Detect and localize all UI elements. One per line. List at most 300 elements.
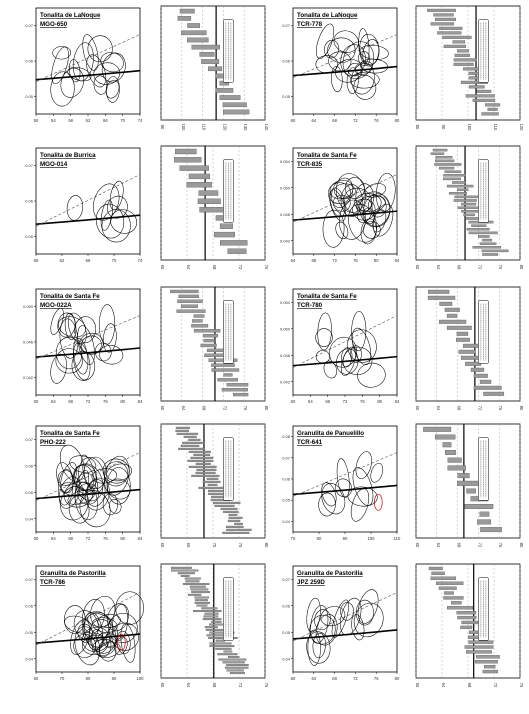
age-bar (197, 469, 217, 471)
weighted-mean-plot (415, 287, 524, 411)
age-bar (454, 59, 476, 62)
age-bar (437, 32, 461, 35)
y-tick-label: 0.06 (282, 58, 290, 64)
age-bar (229, 514, 237, 516)
age-bar (480, 527, 501, 532)
x-tick-label: 120 (222, 123, 228, 131)
sample-id: JPZ 259D (297, 579, 325, 586)
age-bar (175, 149, 196, 154)
panel-title: Tonalita de Burrica (40, 152, 96, 159)
age-bar (203, 618, 221, 620)
concordia-plot (23, 289, 143, 404)
age-bar (200, 207, 227, 212)
sample-id: PHO-222 (40, 439, 66, 446)
age-bar (469, 641, 494, 644)
x-tick-label: 68 (467, 682, 472, 688)
x-tick-label: 110 (201, 123, 207, 131)
x-tick-label: 68 (456, 264, 462, 270)
age-bar (196, 463, 211, 465)
x-tick-label: 72 (222, 405, 228, 411)
age-bar (224, 373, 233, 376)
age-bar (461, 210, 479, 212)
y-tick-label: 0.05 (282, 93, 290, 99)
age-bar (191, 589, 208, 591)
x-tick-label: 76 (373, 118, 379, 123)
y-tick-label: 0.04 (282, 656, 290, 662)
age-bar (471, 225, 486, 227)
age-bar (423, 427, 451, 432)
age-bar (463, 344, 479, 348)
x-tick-label: 54 (50, 118, 56, 123)
age-bar (197, 605, 208, 607)
y-tick-label: 0.05 (25, 233, 33, 239)
age-bar (228, 520, 240, 522)
age-bar (442, 36, 471, 39)
x-tick-label: 64 (290, 258, 296, 263)
age-bar (195, 602, 210, 604)
age-bar (439, 320, 466, 324)
concordia-plot (282, 566, 400, 681)
age-bar (457, 189, 468, 191)
age-bar (485, 104, 500, 107)
age-bar (227, 670, 244, 672)
age-bar (465, 504, 493, 509)
x-tick-label: 76 (373, 676, 379, 681)
sample-id: TCR-835 (297, 161, 323, 168)
sample-id: MGO-650 (40, 21, 68, 28)
age-bar (483, 670, 498, 673)
age-bar (473, 246, 501, 248)
age-bar (208, 490, 223, 492)
age-bar (229, 517, 243, 519)
age-bar (187, 38, 208, 42)
concordia-plot (282, 8, 400, 123)
age-bar (230, 672, 245, 674)
age-bar (233, 393, 248, 396)
sample-id: TCR-778 (297, 21, 323, 28)
y-tick-label: 0.042 (279, 238, 290, 244)
age-bar (448, 458, 462, 463)
x-tick-label: 66 (102, 118, 108, 123)
x-tick-label: 76 (264, 682, 269, 688)
y-tick-label: 0.07 (25, 163, 33, 169)
x-tick-label: 80 (120, 536, 126, 541)
age-bar (177, 310, 206, 313)
age-bar (226, 526, 243, 528)
x-tick-label: 72 (238, 682, 243, 688)
panel-title: Tonalita de Santa Fe (40, 430, 100, 437)
panel-title: Tonalita de LaNoque (297, 12, 358, 19)
age-bar (180, 166, 209, 171)
age-bar (459, 350, 476, 354)
x-tick-label: 60 (415, 405, 420, 411)
concordia-plot (25, 148, 143, 263)
y-tick-label: 0.04 (25, 516, 33, 522)
y-tick-label: 0.050 (279, 185, 290, 191)
age-bar (170, 290, 198, 293)
x-tick-label: 72 (332, 258, 337, 263)
age-bar (190, 586, 206, 588)
age-bar (431, 23, 454, 26)
age-bar (188, 460, 213, 462)
age-bar (194, 329, 220, 332)
age-bar (227, 383, 248, 386)
age-bar (213, 502, 240, 504)
age-bar (181, 575, 189, 577)
x-tick-label: 68 (456, 542, 462, 548)
age-bar (474, 386, 502, 390)
age-bar (181, 445, 199, 447)
age-bar (488, 108, 498, 111)
age-bar (466, 489, 475, 494)
weighted-mean-plot (415, 146, 524, 270)
weighted-mean-plot (415, 424, 524, 548)
y-tick-label: 0.07 (282, 576, 290, 582)
age-bar (454, 199, 477, 201)
x-tick-label: 80 (120, 399, 126, 404)
age-bar (218, 378, 238, 381)
x-tick-label: 130 (243, 123, 249, 131)
age-bar (432, 572, 445, 575)
age-bar (191, 591, 209, 593)
y-tick-label: 0.06 (282, 476, 290, 482)
age-bar (220, 224, 233, 229)
age-bar (208, 484, 217, 486)
panel-title: Granulita de Panuelillo (297, 430, 365, 437)
age-bar (443, 178, 461, 180)
age-bar (449, 192, 467, 194)
age-bar (181, 305, 198, 308)
age-bar (448, 466, 466, 471)
x-tick-label: 60 (33, 536, 39, 541)
x-tick-label: 80 (519, 542, 524, 548)
age-bar (220, 240, 247, 245)
weighted-mean-plot (160, 6, 269, 131)
age-bar (465, 646, 493, 649)
age-bar (433, 149, 447, 151)
x-tick-label: 80 (519, 264, 524, 270)
x-tick-label: 84 (394, 399, 400, 404)
x-tick-label: 72 (85, 536, 91, 541)
x-tick-label: 80 (394, 676, 400, 681)
age-bar (176, 427, 190, 429)
x-tick-label: 64 (180, 405, 186, 411)
age-bar (221, 508, 237, 510)
age-bar (201, 608, 217, 610)
age-bar (477, 520, 491, 525)
weighted-mean-plot (160, 146, 269, 270)
x-tick-label: 100 (467, 123, 472, 131)
x-tick-label: 66 (85, 258, 91, 263)
y-tick-label: 0.042 (279, 379, 290, 385)
x-tick-label: 65 (186, 542, 191, 548)
age-bar (469, 631, 478, 634)
age-bar (179, 295, 199, 298)
concordia-plot (280, 289, 400, 404)
age-bar (184, 436, 197, 438)
x-tick-label: 60 (33, 676, 39, 681)
sample-id: TCR-780 (297, 302, 323, 309)
age-bar (191, 324, 208, 327)
age-bar (444, 45, 466, 48)
y-tick-label: 0.07 (25, 23, 33, 29)
age-bar (482, 253, 497, 255)
age-bar (482, 113, 499, 116)
x-tick-label: 80 (377, 399, 383, 404)
age-bar (444, 596, 464, 599)
y-tick-label: 0.06 (25, 463, 33, 469)
y-tick-label: 0.07 (25, 436, 33, 442)
x-tick-label: 70 (290, 536, 296, 541)
age-bar (455, 196, 481, 198)
x-tick-label: 60 (290, 118, 296, 123)
x-tick-label: 76 (359, 399, 365, 404)
y-tick-label: 0.054 (279, 158, 290, 164)
weighted-mean-plot (160, 564, 269, 688)
age-bar (222, 388, 248, 391)
x-tick-label: 76 (519, 682, 524, 688)
age-bar (220, 95, 241, 99)
age-bar (464, 214, 475, 216)
x-tick-label: 68 (201, 405, 207, 411)
age-bar (484, 665, 495, 668)
x-tick-label: 80 (264, 542, 269, 548)
x-tick-label: 90 (160, 124, 165, 130)
age-bar (469, 86, 484, 89)
age-bar (223, 662, 245, 664)
x-tick-label: 84 (394, 258, 400, 263)
y-tick-label: 0.07 (25, 576, 33, 582)
y-tick-label: 0.04 (282, 518, 290, 524)
age-bar (427, 9, 455, 12)
age-bar (453, 41, 465, 44)
age-bar (454, 63, 474, 66)
age-bar (431, 153, 444, 155)
x-tick-label: 68 (325, 399, 331, 404)
x-tick-label: 80 (264, 405, 269, 411)
age-bar (222, 532, 249, 534)
y-tick-label: 0.05 (25, 93, 33, 99)
x-tick-label: 68 (68, 399, 74, 404)
y-tick-label: 0.046 (279, 352, 290, 358)
age-bar (177, 433, 198, 435)
x-tick-label: 60 (415, 682, 420, 688)
x-tick-label: 68 (212, 264, 217, 270)
age-bar (201, 344, 217, 347)
y-tick-label: 0.05 (282, 629, 290, 635)
age-bar (188, 594, 201, 596)
age-bar (466, 650, 491, 653)
age-bar (471, 368, 484, 372)
age-bar (186, 581, 200, 583)
concordia-plot (25, 566, 144, 681)
x-tick-label: 90 (342, 536, 348, 541)
age-bar (217, 653, 237, 655)
age-bar (211, 621, 221, 623)
x-tick-label: 64 (441, 682, 446, 688)
y-tick-label: 0.046 (279, 211, 290, 217)
x-tick-label: 72 (353, 118, 358, 123)
age-bar (226, 664, 248, 666)
age-bar (195, 599, 208, 601)
age-bar (457, 50, 469, 53)
x-tick-label: 60 (160, 682, 165, 688)
panel-title: Granulita de Pastorilla (40, 570, 106, 577)
age-bar (208, 67, 222, 71)
age-bar (212, 369, 239, 372)
age-bar (482, 239, 492, 241)
x-tick-label: 76 (498, 264, 504, 270)
x-tick-label: 60 (415, 542, 420, 548)
age-bar (452, 181, 466, 183)
age-bar (461, 203, 476, 205)
x-tick-label: 72 (342, 399, 348, 404)
age-bar (215, 648, 231, 650)
age-bar (428, 290, 449, 294)
age-bar (178, 448, 204, 450)
x-tick-label: 64 (311, 118, 317, 123)
x-tick-label: 64 (307, 399, 313, 404)
y-tick-label: 0.050 (279, 326, 290, 332)
age-bar (210, 643, 232, 645)
age-bar (445, 450, 456, 455)
x-tick-label: 60 (160, 405, 165, 411)
age-bar (443, 442, 451, 447)
age-bar (228, 249, 247, 254)
age-bar (457, 611, 476, 614)
age-bar (194, 315, 205, 318)
panel-title: Tonalita de Santa Fe (297, 152, 357, 159)
sample-id: TCR-641 (297, 439, 323, 446)
age-bar (204, 616, 218, 618)
concordia-plot (282, 426, 401, 541)
age-bar (211, 364, 234, 367)
age-bar (180, 9, 195, 13)
y-tick-label: 0.05 (282, 497, 290, 503)
y-tick-label: 0.04 (25, 656, 33, 662)
age-bar (171, 567, 192, 569)
concordia-plot (25, 8, 143, 123)
x-tick-label: 64 (186, 264, 191, 270)
y-tick-label: 0.054 (279, 299, 290, 305)
x-tick-label: 64 (435, 405, 441, 411)
age-bar (439, 27, 462, 30)
x-tick-label: 68 (332, 118, 337, 123)
x-tick-label: 72 (477, 405, 483, 411)
age-bar (431, 577, 456, 580)
age-bar (444, 592, 453, 595)
age-bar (447, 314, 457, 318)
x-tick-label: 58 (68, 118, 74, 123)
age-bar (444, 174, 466, 176)
x-tick-label: 100 (136, 676, 144, 681)
age-bar (435, 435, 455, 440)
x-tick-label: 110 (493, 123, 498, 131)
x-tick-label: 74 (137, 118, 143, 123)
age-bar (469, 232, 498, 234)
age-bar (188, 439, 200, 441)
age-bar (462, 621, 481, 624)
age-bar (219, 659, 246, 661)
age-bar (195, 597, 209, 599)
x-tick-label: 64 (50, 536, 56, 541)
age-bar (463, 68, 480, 71)
x-tick-label: 76 (498, 405, 504, 411)
x-tick-label: 64 (50, 399, 56, 404)
x-tick-label: 74 (137, 258, 143, 263)
sample-id: MGO-022A (40, 302, 72, 309)
weighted-mean-plot (415, 564, 524, 688)
age-bar (207, 349, 224, 352)
x-tick-label: 72 (238, 264, 243, 270)
age-bar (435, 18, 456, 21)
x-tick-label: 68 (332, 676, 337, 681)
age-bar (207, 478, 218, 480)
x-tick-label: 70 (212, 542, 217, 548)
weighted-mean-plot (160, 424, 269, 548)
age-bar (447, 185, 473, 187)
x-tick-label: 72 (353, 676, 358, 681)
x-tick-label: 72 (85, 399, 91, 404)
panel-title: Granulita de Pastorilla (297, 570, 363, 577)
y-tick-label: 0.07 (282, 455, 290, 461)
x-tick-label: 70 (59, 676, 65, 681)
age-bar (440, 302, 452, 306)
panel-title: Tonalita de LaNoque (40, 12, 101, 19)
x-tick-label: 70 (111, 258, 117, 263)
age-bar (447, 326, 471, 330)
x-tick-label: 60 (33, 399, 39, 404)
sample-id: TCR-786 (40, 579, 66, 586)
x-tick-label: 60 (290, 399, 296, 404)
x-tick-label: 60 (160, 264, 165, 270)
age-bar (223, 511, 238, 513)
age-bar (435, 160, 454, 162)
age-bar (224, 651, 232, 653)
age-bar (445, 171, 461, 173)
age-bar (204, 354, 223, 357)
y-tick-label: 0.05 (25, 629, 33, 635)
age-bar (223, 110, 249, 114)
age-bar (457, 616, 476, 619)
age-bar (201, 59, 219, 63)
age-bar (451, 601, 461, 604)
age-bar (467, 228, 489, 230)
age-bar (209, 624, 224, 626)
panel-title: Tonalita de Santa Fe (40, 293, 100, 300)
x-tick-label: 60 (415, 264, 420, 270)
x-tick-label: 68 (68, 536, 74, 541)
age-bar (234, 523, 242, 525)
x-tick-label: 76 (102, 536, 108, 541)
age-bar (200, 52, 215, 56)
x-tick-label: 64 (311, 676, 317, 681)
x-tick-label: 80 (415, 124, 420, 130)
y-tick-label: 0.050 (22, 304, 33, 310)
y-tick-label: 0.05 (25, 489, 33, 495)
x-tick-label: 60 (290, 676, 296, 681)
age-bar (181, 31, 206, 35)
x-tick-label: 76 (243, 405, 249, 411)
age-bar (178, 572, 195, 574)
age-bar (182, 442, 205, 444)
x-tick-label: 72 (477, 542, 483, 548)
age-bar (474, 374, 488, 378)
x-tick-label: 64 (435, 264, 441, 270)
x-tick-label: 72 (493, 682, 498, 688)
x-tick-label: 75 (238, 542, 243, 548)
age-bar (198, 199, 221, 204)
